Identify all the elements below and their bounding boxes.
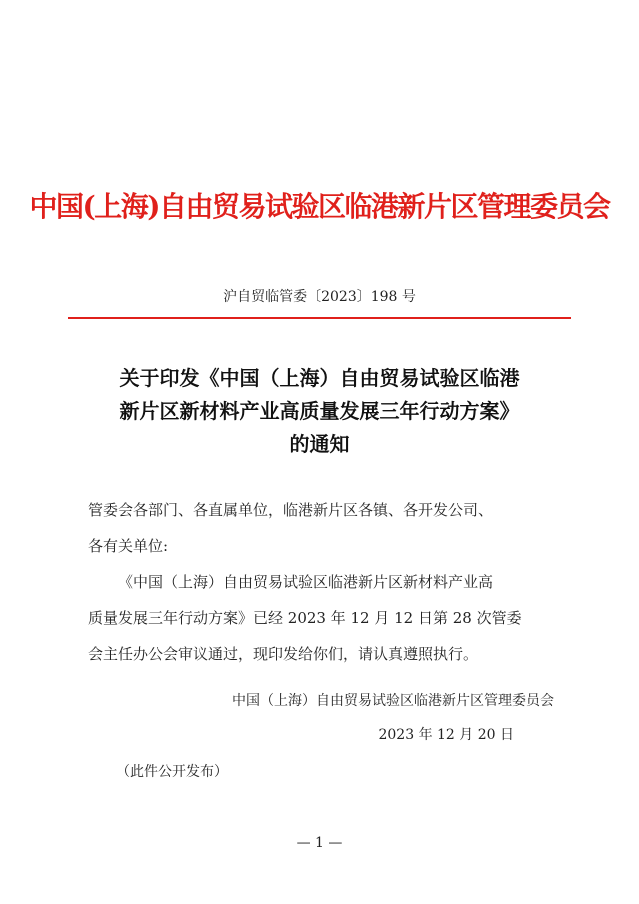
issuing-authority-masthead: 中国(上海)自由贸易试验区临港新片区管理委员会 — [29, 190, 610, 223]
body-line-1: 《中国（上海）自由贸易试验区临港新片区新材料产业高 — [118, 573, 494, 591]
page-number: — 1 — — [296, 835, 343, 851]
red-divider-line — [68, 317, 571, 319]
body-paragraph — [88, 564, 554, 672]
addressee-line-2: 各有关单位: — [88, 537, 169, 555]
title-line-1: 关于印发《中国（上海）自由贸易试验区临港 — [119, 366, 520, 390]
title-line-2: 新片区新材料产业高质量发展三年行动方案》 — [119, 399, 520, 423]
addressee-block — [88, 492, 554, 564]
addressee-line-1: 管委会各部门、各直属单位，临港新片区各镇、各开发公司、 — [88, 501, 494, 519]
document-title — [60, 362, 579, 461]
title-line-3: 的通知 — [289, 432, 350, 456]
document-number: 沪自贸临管委〔2023〕198 号 — [223, 289, 416, 305]
body-line-2: 质量发展三年行动方案》已经 2023 年 12 月 12 日第 28 次管委 — [88, 609, 522, 627]
body-line-3: 会主任办公会审议通过，现印发给你们，请认真遵照执行。 — [88, 645, 479, 663]
signature-organization: 中国（上海）自由贸易试验区临港新片区管理委员会 — [232, 693, 554, 709]
signature-date: 2023 年 12 月 20 日 — [378, 727, 514, 743]
publication-note: （此件公开发布） — [116, 764, 228, 780]
